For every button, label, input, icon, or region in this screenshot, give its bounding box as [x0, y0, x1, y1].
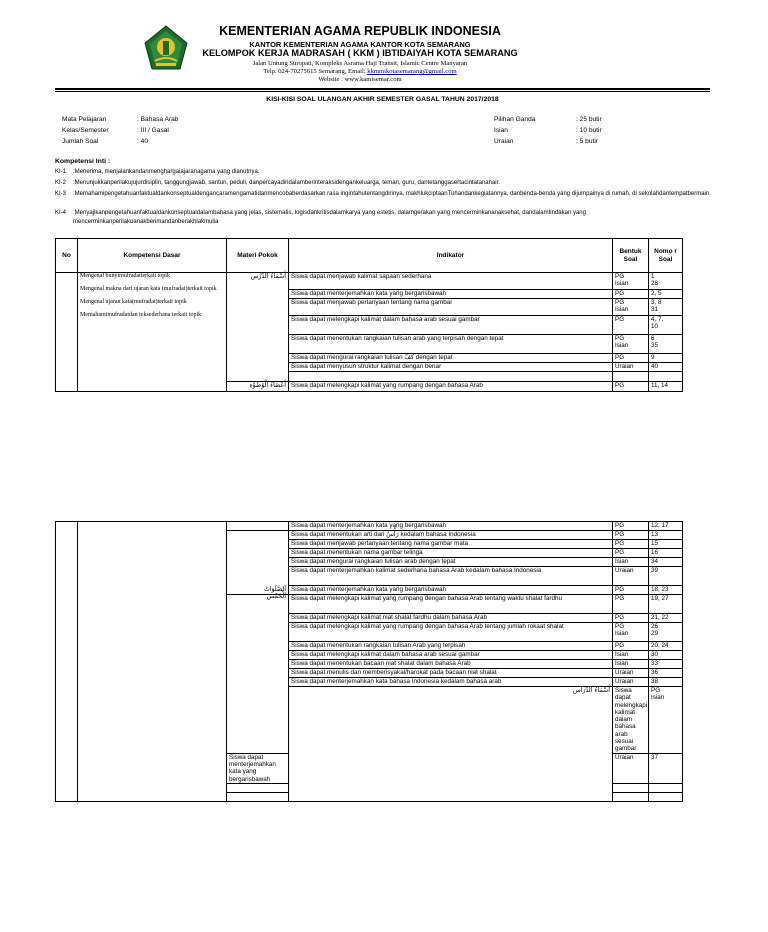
letterhead-rule: [55, 88, 710, 90]
letterhead-ministry: KEMENTERIAN AGAMA REPUBLIK INDONESIA: [219, 24, 501, 38]
bentuk-cell: [613, 783, 649, 792]
indikator-cell: Siswa dapat menentukan rangkaian tulisan arab yang terpisah dengan tepat: [289, 335, 613, 354]
indikator-cell: Siswa dapat menterjemahkan kata bahasa Indonesia kedalam bahasa arab: [289, 678, 613, 687]
indikator-cell: Siswa dapat melengkapi kalimat niat shalat fardhu dalam bahasa Arab: [289, 614, 613, 623]
indikator-cell: Siswa dapat melengkapi kalimat yang rumpang dengan bahasa Arab: [289, 382, 613, 392]
header-kd: Kompetensi Dasar: [78, 239, 227, 273]
nomor-cell: 9: [649, 354, 683, 363]
materi-label: اَلْخَمْس: [266, 593, 286, 601]
kisi-table-page1: [55, 238, 683, 392]
nomor-cell: 18, 23: [649, 586, 683, 595]
nomor-cell: 33: [649, 660, 683, 669]
nomor-cell: 16: [649, 549, 683, 558]
nomor-cell: 4, 7, 10: [649, 316, 683, 335]
kd-item: Mengenal ujaran kata(mufradat)terkait topik: [80, 299, 187, 305]
indikator-cell: Siswa dapat menentukan arti dari رَأْسٌ kedalam bahasa Indonesia: [289, 531, 613, 540]
nomor-cell: 38: [649, 678, 683, 687]
indikator-cell: Siswa dapat menterjemahkan kata yang bergarisbawah: [289, 290, 613, 299]
bentuk-cell: [613, 372, 649, 382]
nomor-cell: 3, 8 31: [649, 299, 683, 316]
nomor-cell: 6 35: [649, 335, 683, 354]
indikator-cell: Siswa dapat menterjemahkan kata yang bergarisbawah: [289, 522, 613, 531]
bentuk-cell: PG Isian: [649, 687, 683, 754]
nomor-cell: 11, 14: [649, 382, 683, 392]
materi-cell: أَسْمَاءُ الدَّرْس: [227, 273, 289, 382]
indikator-cell: [289, 372, 613, 382]
bentuk-cell: PG: [613, 642, 649, 651]
indikator-cell: Siswa dapat menjawab kalimat sapaan sederhana: [289, 273, 613, 290]
header-materi: Materi Pokok: [227, 239, 289, 273]
indikator-cell: [227, 792, 289, 801]
nomor-cell: 30: [649, 651, 683, 660]
letterhead-website: Website : www.kamisemar.com: [318, 76, 402, 83]
bentuk-cell: PG: [613, 595, 649, 614]
indikator-cell: Siswa dapat melengkapi kalimat dalam bahasa arab sesuai gambar: [289, 651, 613, 660]
nomor-cell: [649, 783, 683, 792]
letterhead-contact: [190, 68, 530, 75]
kd-item: Mengenal bunyimufradatterkait topik: [80, 273, 170, 279]
nomor-cell: [649, 792, 683, 801]
indikator-cell: Siswa dapat melengkapi kalimat dalam bahasa arab sesuai gambar: [289, 316, 613, 335]
indikator-cell: Siswa dapat menulis dan memberisyakal/harokat pada bacaan niat shalat: [289, 669, 613, 678]
bentuk-cell: PG Isian: [613, 335, 649, 354]
bentuk-cell: PG Isian: [613, 623, 649, 642]
nomor-cell: 12, 17: [649, 522, 683, 531]
letterhead-phone: Telp. 024-70275615 Semarang, Email:: [263, 68, 368, 75]
ki-4: KI-4 :Menyajikanpengetahuanfaktualdankonseptualdalambahasa yang jelas, sistematis, logisdankritisdalamkarya yang estetis, dalamgerakan yang mencerminkananaksehat, dandalamtindakan yang mencerminkanperilakuanakberimandanberakhlakmulia: [55, 210, 586, 225]
letterhead-kkm: KELOMPOK KERJA MADRASAH ( KKM ) IBTIDAIYAH KOTA SEMARANG: [202, 48, 518, 58]
materi-cell: [227, 586, 289, 754]
materi-cell: أَعْضَاءُ الْوُضُوْءِ: [227, 382, 289, 392]
kd-item: Memahamimufradatdan teksederhana terkait topik: [80, 312, 202, 318]
bentuk-cell: [613, 792, 649, 801]
nomor-cell: 13: [649, 531, 683, 540]
nomor-cell: 40: [649, 363, 683, 372]
indikator-cell: Siswa dapat menentukan bacaan niat shalat dalam bahasa Arab: [289, 660, 613, 669]
kemenag-logo: [143, 25, 189, 71]
info-subject: Mata Pelajaran : Bahasa Arab: [62, 116, 179, 123]
bentuk-cell: PG: [613, 531, 649, 540]
bentuk-cell: Uraian: [613, 753, 649, 783]
bentuk-cell: PG: [613, 614, 649, 623]
ki-3: KI-3 :Memahamipengetahuanfaktualdankonseptualdengancaramengamatidanmencobaberdasarkan rasa ingintahutentangdirinya, makhlukciptaanTuhandankegiatannya, danbenda-benda yang dijumpainya di rumah, di sekolahdantempatbermain.: [55, 191, 711, 197]
bentuk-cell: Isian: [613, 651, 649, 660]
indikator-cell: Siswa dapat melengkapi kalimat yang rumpang dengan bahasa Arab tentang waktu shalat fardhu: [289, 595, 613, 614]
nomor-cell: 26 29: [649, 623, 683, 642]
indikator-cell: [227, 783, 289, 792]
nomor-cell: 19, 27: [649, 595, 683, 614]
indikator-cell: Siswa dapat menjawab pertanyaan tentang nama gambar mata: [289, 540, 613, 549]
indikator-cell: Siswa dapat mengurai rangkaian tulisan arab dengan tepat: [289, 558, 613, 567]
bentuk-cell: Uraian: [613, 678, 649, 687]
materi-cell: [227, 531, 289, 595]
kd-item: Mengenal makna dari ujaran kata (mufradat)terkait topik: [80, 286, 217, 292]
info-count: Jumlah Soal : 40: [62, 138, 148, 145]
indikator-cell: Siswa dapat menterjemahkan kata yang bergarisbawah: [289, 586, 613, 595]
letterhead-email-link[interactable]: kkmmikotasemarang@gmail.com: [367, 68, 457, 75]
ki-2: KI-2 :Menunjukkanperilakujujurdisiplin, tanggungjawab, santun, peduli, danpercayadiridalamberinteraksidengankeluarga, teman, guru, dantetanggasertacintatanahair.: [55, 180, 500, 186]
indikator-cell: Siswa dapat menterjemahkan kata yang bergarisbawah: [227, 753, 289, 783]
materi-cell: أَسْمَاءُ الدَّرَاس: [289, 687, 613, 802]
letterhead-address: Jalan Untung Suropati, Kompleks Asrama Haji Transit, Islamic Centre Manyaran: [252, 60, 468, 67]
bentuk-cell: PG: [613, 522, 649, 531]
letterhead-rule-thin: [55, 91, 710, 92]
no-cell: [56, 273, 78, 392]
nomor-cell: 1 28: [649, 273, 683, 290]
bentuk-cell: PG: [613, 549, 649, 558]
bentuk-cell: PG: [613, 382, 649, 392]
ki-1: KI-1 :Menerima, menjalankandanmenghargaiajaranagama yang dianutnya.: [55, 169, 260, 175]
nomor-cell: 20, 24: [649, 642, 683, 651]
indikator-cell: Siswa dapat menyusun struktur kalimat dengan benar: [289, 363, 613, 372]
header-no: No: [56, 239, 78, 273]
info-pg: Pilihan Ganda : 25 butir: [494, 116, 602, 123]
bentuk-cell: PG: [613, 540, 649, 549]
header-indikator: Indikator: [289, 239, 613, 273]
kd-cell: [78, 522, 227, 802]
info-isian: Isian : 10 butir: [494, 127, 602, 134]
nomor-cell: 37: [649, 753, 683, 783]
kisi-table-page2: [55, 521, 683, 802]
bentuk-cell: Isian: [613, 660, 649, 669]
indikator-cell: Siswa dapat melengkapi kalimat yang rumpang dengan bahasa Arab tentang jumlah rokaat shalat: [289, 623, 613, 642]
indikator-cell: Siswa dapat menterjemahkan kalimat sederhana bahasa Arab kedalam bahasa Indonesia: [289, 567, 613, 586]
bentuk-cell: PG: [613, 586, 649, 595]
indikator-cell: Siswa dapat mengurai rangkaian tulisan كَفَّ dengan tepat: [289, 354, 613, 363]
header-nomor: Nomo r Soal: [649, 239, 683, 273]
indikator-cell: Siswa dapat melengkapi kalimat dalam bahasa arab sesuai gambar: [613, 687, 649, 754]
table-row: [56, 273, 683, 290]
nomor-cell: 2, 5: [649, 290, 683, 299]
document-title: KISI-KISI SOAL ULANGAN AKHIR SEMESTER GASAL TAHUN 2017/2018: [266, 96, 499, 103]
bentuk-cell: Uraian: [613, 669, 649, 678]
nomor-cell: 34: [649, 558, 683, 567]
materi-cell: [227, 522, 289, 531]
indikator-cell: Siswa dapat menjawab pertanyaan tentang nama gambar: [289, 299, 613, 316]
info-uraian: Uraian : 5 butir: [494, 138, 598, 145]
nomor-cell: 21, 22: [649, 614, 683, 623]
bentuk-cell: Isian: [613, 558, 649, 567]
header-bentuk: Bentuk Soal: [613, 239, 649, 273]
bentuk-cell: Uraian: [613, 567, 649, 586]
nomor-cell: [649, 372, 683, 382]
kd-cell: [78, 273, 227, 392]
bentuk-cell: PG Isian: [613, 299, 649, 316]
no-cell: [56, 522, 78, 802]
bentuk-cell: PG: [613, 290, 649, 299]
indikator-cell: Siswa dapat menentukan nama gambar telinga: [289, 549, 613, 558]
bentuk-cell: PG: [613, 316, 649, 335]
bentuk-cell: Uraian: [613, 363, 649, 372]
ki-title: Kompetensi Inti :: [55, 158, 111, 165]
bentuk-cell: PG Isian: [613, 273, 649, 290]
nomor-cell: 15: [649, 540, 683, 549]
info-class: Kelas/Semester : III / Gasal: [62, 127, 169, 134]
nomor-cell: 36: [649, 669, 683, 678]
letterhead-office: KANTOR KEMENTERIAN AGAMA KANTOR KOTA SEMARANG: [249, 40, 471, 49]
materi-label: اَلصَّلَوَاتُ: [263, 586, 286, 593]
indikator-cell: Siswa dapat menentukan rangkaian tulisan Arab yang terpisah: [289, 642, 613, 651]
bentuk-cell: PG: [613, 354, 649, 363]
table-row: [56, 522, 683, 531]
nomor-cell: 39: [649, 567, 683, 586]
